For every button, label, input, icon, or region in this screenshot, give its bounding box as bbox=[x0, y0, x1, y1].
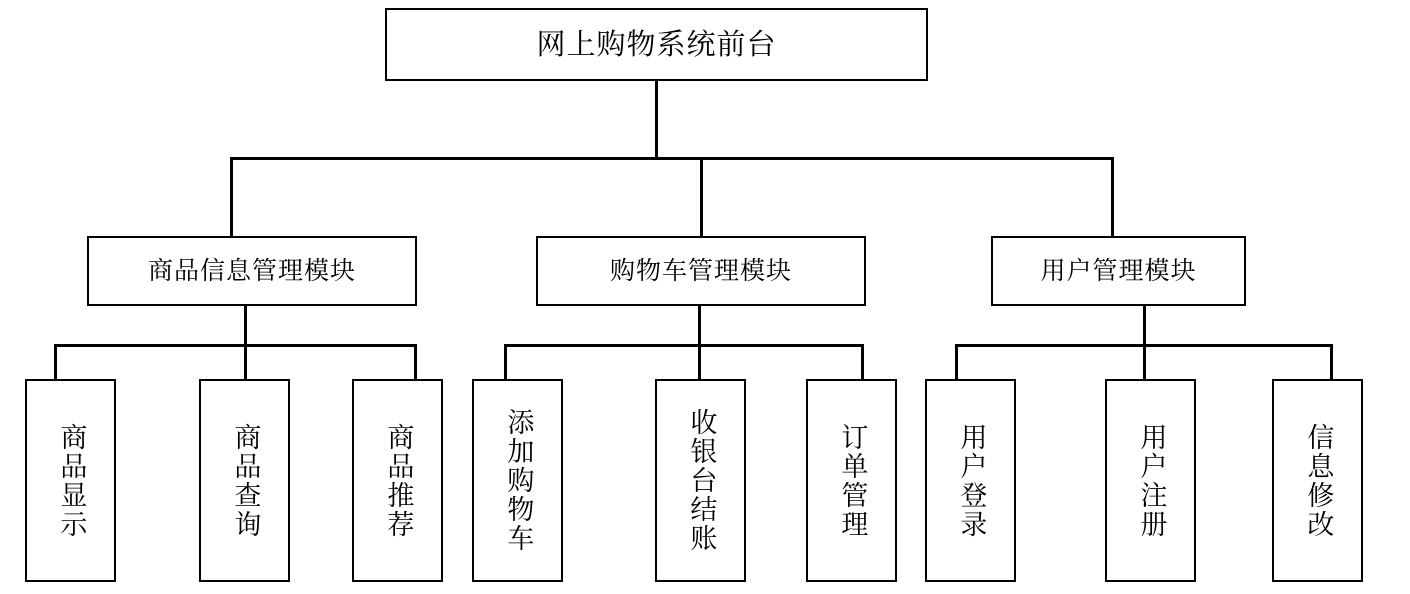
connector-m1-drop-2 bbox=[244, 344, 247, 380]
module-node-1: 商品信息管理模块 bbox=[87, 236, 417, 306]
connector-m3-drop-3 bbox=[1330, 344, 1333, 380]
leaf-node-1-3: 商品推荐 bbox=[352, 379, 443, 582]
connector-m1-drop-3 bbox=[414, 344, 417, 380]
connector-m3-drop-2 bbox=[1143, 344, 1146, 380]
connector-m2-drop-3 bbox=[861, 344, 864, 380]
module-node-3: 用户管理模块 bbox=[991, 236, 1246, 306]
connector-m2-stem bbox=[698, 306, 701, 346]
leaf-node-1-2: 商品查询 bbox=[199, 379, 290, 582]
connector-root-stem bbox=[655, 81, 658, 159]
leaf-node-2-2: 收银台结账 bbox=[655, 379, 746, 582]
leaf-node-2-3: 订单管理 bbox=[806, 379, 897, 582]
root-node: 网上购物系统前台 bbox=[385, 8, 928, 81]
connector-root-bus bbox=[230, 157, 1114, 160]
connector-module-drop-3 bbox=[1111, 157, 1114, 236]
connector-m1-stem bbox=[244, 306, 247, 346]
connector-m3-drop-1 bbox=[955, 344, 958, 380]
leaf-node-1-1: 商品显示 bbox=[25, 379, 116, 582]
module-node-2: 购物车管理模块 bbox=[536, 236, 866, 306]
connector-module-drop-2 bbox=[700, 157, 703, 236]
connector-m3-stem bbox=[1143, 306, 1146, 346]
connector-m1-bus bbox=[54, 344, 417, 347]
connector-m2-bus bbox=[504, 344, 864, 347]
connector-module-drop-1 bbox=[230, 157, 233, 236]
connector-m1-drop-1 bbox=[54, 344, 57, 380]
connector-m2-drop-2 bbox=[698, 344, 701, 380]
leaf-node-3-1: 用户登录 bbox=[925, 379, 1016, 582]
leaf-node-3-3: 信息修改 bbox=[1272, 379, 1363, 582]
connector-m2-drop-1 bbox=[504, 344, 507, 380]
leaf-node-2-1: 添加购物车 bbox=[472, 379, 563, 582]
leaf-node-3-2: 用户注册 bbox=[1105, 379, 1196, 582]
